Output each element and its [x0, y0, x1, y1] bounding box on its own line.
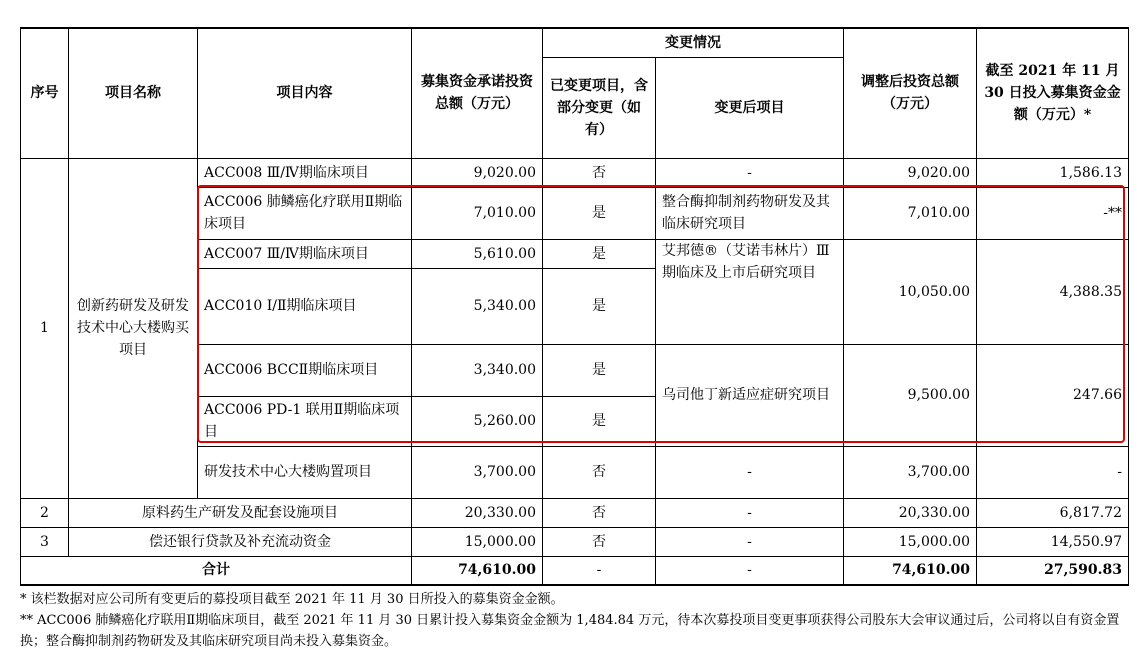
- adjusted-amount: 9,020.00: [844, 158, 977, 187]
- changed-flag: 否: [543, 527, 656, 556]
- header-changed-project: 变更后项目: [656, 57, 844, 158]
- fundraising-table-container: [20, 27, 1128, 586]
- header-project-name: 项目名称: [69, 28, 198, 158]
- total-changed-project: -: [656, 556, 844, 585]
- changed-project: 整合酶抑制剂药物研发及其临床研究项目: [656, 187, 844, 239]
- changed-project: 乌司他丁新适应症研究项目: [656, 344, 844, 446]
- row-seq: 1: [21, 158, 69, 498]
- adjusted-amount: 7,010.00: [844, 187, 977, 239]
- total-invested: 27,590.83: [977, 556, 1129, 585]
- committed-amount: 5,610.00: [412, 239, 543, 268]
- header-project-content: 项目内容: [198, 28, 412, 158]
- adjusted-amount: 15,000.00: [844, 527, 977, 556]
- invested-amount: -: [977, 446, 1129, 498]
- project-content: ACC007 Ⅲ/Ⅳ期临床项目: [198, 239, 412, 268]
- header-invested-amount: 截至 2021 年 11 月 30 日投入募集资金金额（万元）*: [977, 28, 1129, 158]
- project-content: ACC008 Ⅲ/Ⅳ期临床项目: [198, 158, 412, 187]
- adjusted-amount: 10,050.00: [844, 239, 977, 344]
- project-content: ACC006 PD-1 联用Ⅱ期临床项目: [198, 396, 412, 446]
- changed-project: -: [656, 498, 844, 527]
- project-content: 偿还银行贷款及补充流动资金: [69, 527, 412, 556]
- invested-amount: 1,586.13: [977, 158, 1129, 187]
- project-content: 研发技术中心大楼购置项目: [198, 446, 412, 498]
- invested-amount: 6,817.72: [977, 498, 1129, 527]
- row-seq: 2: [21, 498, 69, 527]
- committed-amount: 20,330.00: [412, 498, 543, 527]
- changed-flag: 否: [543, 498, 656, 527]
- changed-flag: 否: [543, 158, 656, 187]
- project-name: 创新药研发及研发技术中心大楼购买项目: [69, 158, 198, 498]
- changed-project: -: [656, 158, 844, 187]
- changed-project: -: [656, 446, 844, 498]
- project-content: ACC006 肺鳞癌化疗联用Ⅱ期临床项目: [198, 187, 412, 239]
- table-row: [21, 498, 1129, 527]
- project-content: 原料药生产研发及配套设施项目: [69, 498, 412, 527]
- adjusted-amount: 20,330.00: [844, 498, 977, 527]
- total-committed: 74,610.00: [412, 556, 543, 585]
- header-change-group: 变更情况: [543, 28, 844, 57]
- changed-flag: 是: [543, 239, 656, 268]
- header-changed: 已变更项目，含部分变更（如有）: [543, 57, 656, 158]
- header-adjusted-amount: 调整后投资总额（万元）: [844, 28, 977, 158]
- committed-amount: 9,020.00: [412, 158, 543, 187]
- changed-project: 艾邦德®（艾诺韦林片）Ⅲ期临床及上市后研究项目: [656, 239, 844, 344]
- total-changed: -: [543, 556, 656, 585]
- header-seq: 序号: [21, 28, 69, 158]
- changed-project: -: [656, 527, 844, 556]
- footnote-2: ** ACC006 肺鳞癌化疗联用Ⅱ期临床项目，截至 2021 年 11 月 30 日累计投入募集资金金额为 1,484.84 万元，待本次募投项目变更事项获得公司股东大会审议通过后，公司将以自有资金置换；整合酶抑制剂药物研发及其临床研究项目尚未投入募集资金。: [20, 613, 1120, 649]
- total-label: 合计: [21, 556, 412, 585]
- invested-amount: 247.66: [977, 344, 1129, 446]
- committed-amount: 15,000.00: [412, 527, 543, 556]
- total-row: [21, 556, 1129, 585]
- changed-flag: 否: [543, 446, 656, 498]
- changed-flag: 是: [543, 396, 656, 446]
- committed-amount: 5,340.00: [412, 268, 543, 344]
- changed-flag: 是: [543, 187, 656, 239]
- adjusted-amount: 3,700.00: [844, 446, 977, 498]
- footnotes: [20, 589, 1130, 652]
- project-content: ACC010 Ⅰ/Ⅱ期临床项目: [198, 268, 412, 344]
- row-seq: 3: [21, 527, 69, 556]
- invested-amount: 4,388.35: [977, 239, 1129, 344]
- committed-amount: 3,340.00: [412, 344, 543, 396]
- footnote-1: * 该栏数据对应公司所有变更后的募投项目截至 2021 年 11 月 30 日所投入的募集资金金额。: [20, 592, 564, 607]
- table-row: [21, 527, 1129, 556]
- invested-amount: 14,550.97: [977, 527, 1129, 556]
- invested-amount: -**: [977, 187, 1129, 239]
- fundraising-projects-table: [20, 27, 1129, 586]
- committed-amount: 7,010.00: [412, 187, 543, 239]
- committed-amount: 5,260.00: [412, 396, 543, 446]
- committed-amount: 3,700.00: [412, 446, 543, 498]
- total-adjusted: 74,610.00: [844, 556, 977, 585]
- changed-flag: 是: [543, 344, 656, 396]
- project-content: ACC006 BCCⅡ期临床项目: [198, 344, 412, 396]
- adjusted-amount: 9,500.00: [844, 344, 977, 446]
- changed-flag: 是: [543, 268, 656, 344]
- table-row: [21, 158, 1129, 187]
- header-committed-amount: 募集资金承诺投资总额（万元）: [412, 28, 543, 158]
